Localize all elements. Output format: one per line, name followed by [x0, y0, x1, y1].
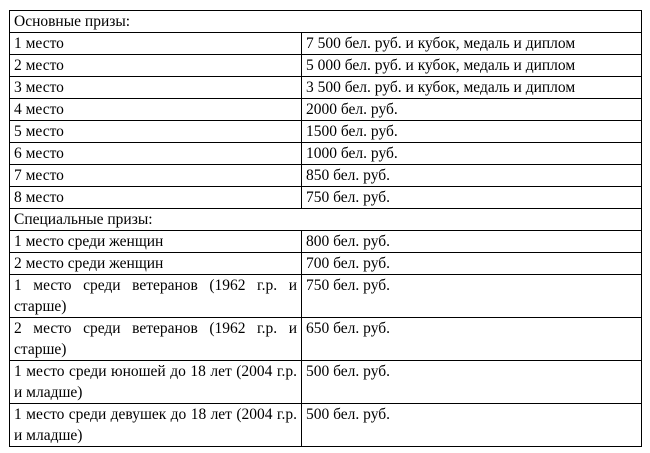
table-row	[10, 361, 642, 404]
place-cell: 3 место	[10, 77, 302, 99]
place-cell: 6 место	[10, 143, 302, 165]
place-cell: 1 место	[10, 33, 302, 55]
place-cell: 1 место среди юношей до 18 лет (2004 г.р. и младше)	[10, 361, 302, 404]
table-row	[10, 253, 642, 275]
table-row	[10, 318, 642, 361]
place-cell: 7 место	[10, 165, 302, 187]
prize-cell: 800 бел. руб.	[302, 231, 642, 253]
prize-cell: 500 бел. руб.	[302, 361, 642, 404]
prize-cell: 500 бел. руб.	[302, 404, 642, 447]
prize-cell: 750 бел. руб.	[302, 187, 642, 209]
table-row	[10, 121, 642, 143]
prize-table	[9, 10, 642, 447]
prize-cell: 7 500 бел. руб. и кубок, медаль и диплом	[302, 33, 642, 55]
table-row	[10, 99, 642, 121]
prize-cell: 750 бел. руб.	[302, 275, 642, 318]
table-row	[10, 33, 642, 55]
place-cell: 1 место среди девушек до 18 лет (2004 г.р. и младше)	[10, 404, 302, 447]
prize-cell: 3 500 бел. руб. и кубок, медаль и диплом	[302, 77, 642, 99]
place-cell: 1 место среди женщин	[10, 231, 302, 253]
main-prizes-heading: Основные призы:	[10, 11, 642, 33]
place-cell: 1 место среди ветеранов (1962 г.р. и старше)	[10, 275, 302, 318]
special-prizes-heading: Специальные призы:	[10, 209, 642, 231]
special-prizes-header-row	[10, 209, 642, 231]
place-cell: 2 место среди женщин	[10, 253, 302, 275]
place-cell: 8 место	[10, 187, 302, 209]
prize-cell: 1000 бел. руб.	[302, 143, 642, 165]
prize-cell: 5 000 бел. руб. и кубок, медаль и диплом	[302, 55, 642, 77]
prize-cell: 650 бел. руб.	[302, 318, 642, 361]
place-cell: 4 место	[10, 99, 302, 121]
table-row	[10, 404, 642, 447]
table-row	[10, 187, 642, 209]
main-prizes-header-row	[10, 11, 642, 33]
place-cell: 2 место среди ветеранов (1962 г.р. и старше)	[10, 318, 302, 361]
place-cell: 2 место	[10, 55, 302, 77]
prize-cell: 2000 бел. руб.	[302, 99, 642, 121]
place-cell: 5 место	[10, 121, 302, 143]
prize-cell: 700 бел. руб.	[302, 253, 642, 275]
table-row	[10, 55, 642, 77]
table-row	[10, 165, 642, 187]
table-row	[10, 231, 642, 253]
table-row	[10, 143, 642, 165]
prize-cell: 850 бел. руб.	[302, 165, 642, 187]
table-row	[10, 275, 642, 318]
table-row	[10, 77, 642, 99]
prize-cell: 1500 бел. руб.	[302, 121, 642, 143]
